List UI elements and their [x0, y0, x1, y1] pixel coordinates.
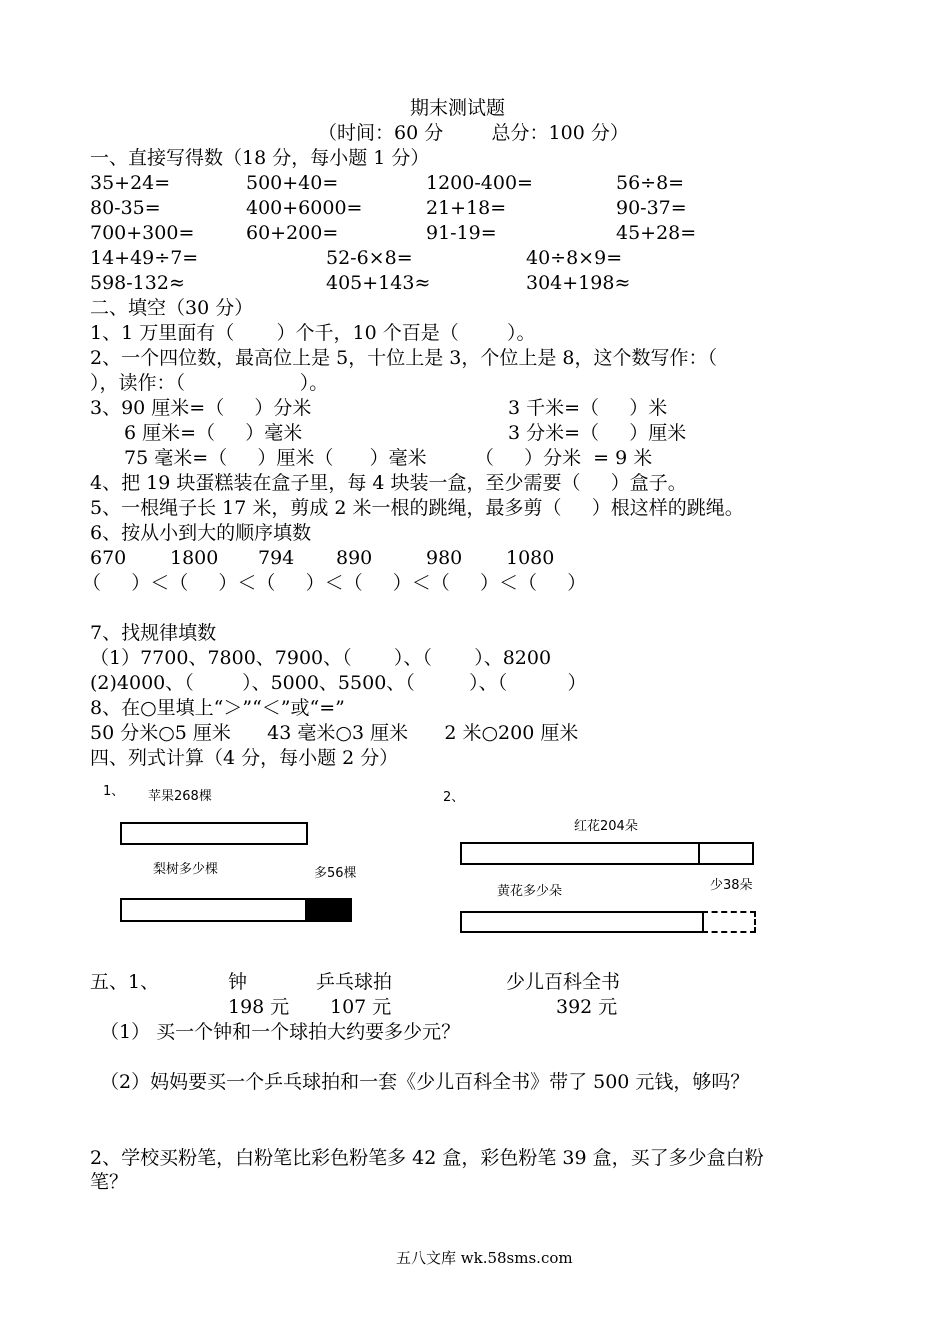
sort-blanks: （ ）＜（ ）＜（ ）＜（ ）＜（ ）＜（ ） — [82, 572, 587, 594]
calc-item: 304+198≈ — [526, 272, 631, 294]
calc-item: 598-132≈ — [90, 272, 185, 294]
section-1-heading: 一、直接写得数（18 分，每小题 1 分） — [90, 147, 430, 169]
diagram-2-extra-label: 少38朵 — [710, 878, 753, 893]
diagram-2-number: 2、 — [443, 790, 465, 805]
diagram-2-top-label: 红花204朵 — [574, 819, 638, 834]
calc-item: 56÷8= — [616, 172, 685, 194]
diagram-1-extra-segment — [305, 898, 352, 922]
question-7-1: （1）7700、7800、7900、（ ）、（ ）、8200 — [90, 647, 552, 669]
item-price: 107 元 — [330, 996, 392, 1018]
calc-item: 40÷8×9= — [526, 247, 623, 269]
diagram-1-top-bar — [120, 822, 308, 845]
calc-item: 80-35= — [90, 197, 161, 219]
question-3-right: 3 分米=（ ）厘米 — [508, 422, 687, 444]
item-name: 乒乓球拍 — [316, 971, 393, 993]
question-8-items: 50 分米○5 厘米 43 毫米○3 厘米 2 米○200 厘米 — [90, 722, 579, 744]
question-5: 5、一根绳子长 17 米，剪成 2 米一根的跳绳，最多剪（ ）根这样的跳绳。 — [90, 497, 744, 519]
calc-item: 700+300= — [90, 222, 195, 244]
section-4-heading: 四、列式计算（4 分，每小题 2 分） — [90, 747, 399, 769]
question-3-left: 6 厘米=（ ）毫米 — [124, 422, 303, 444]
calc-item: 60+200= — [246, 222, 339, 244]
calc-item: 400+6000= — [246, 197, 363, 219]
section-5-question-1: （1） 买一个钟和一个球拍大约要多少元？ — [100, 1021, 461, 1043]
question-8: 8、在○里填上“＞”“＜”或“=” — [90, 697, 345, 719]
section-5-lead: 五、1、 — [90, 971, 160, 993]
item-price: 198 元 — [228, 996, 290, 1018]
diagram-1-bottom-label: 梨树多少棵 — [153, 862, 219, 877]
calc-item: 35+24= — [90, 172, 171, 194]
diagram-2-missing-segment — [702, 911, 756, 933]
diagram-2-bottom-label: 黄花多少朵 — [497, 884, 563, 899]
sort-number: 1800 — [170, 547, 219, 569]
calc-item: 52-6×8= — [326, 247, 413, 269]
final-question-line-2: 笔？ — [90, 1171, 129, 1193]
question-3-left: 3、90 厘米=（ ）分米 — [90, 397, 312, 419]
diagram-2-bottom-bar — [460, 911, 704, 933]
item-price: 392 元 — [556, 996, 618, 1018]
calc-item: 405+143≈ — [326, 272, 431, 294]
diagram-1-top-label: 苹果268棵 — [148, 789, 212, 804]
calc-item: 1200-400= — [426, 172, 533, 194]
section-5-question-2: （2）妈妈要买一个乒乓球拍和一套《少儿百科全书》带了 500 元钱，够吗？ — [100, 1071, 750, 1093]
calc-item: 500+40= — [246, 172, 339, 194]
sort-number: 980 — [426, 547, 463, 569]
question-6: 6、按从小到大的顺序填数 — [90, 522, 312, 544]
page-title: 期末测试题 — [410, 97, 506, 119]
calc-item: 14+49÷7= — [90, 247, 199, 269]
question-1: 1、1 万里面有（ ）个千，10 个百是（ ）。 — [90, 322, 536, 344]
diagram-1-extra-label: 多56棵 — [314, 866, 357, 881]
sort-number: 890 — [336, 547, 373, 569]
sort-number: 1080 — [506, 547, 555, 569]
page-subtitle: （时间：60 分 总分：100 分） — [318, 122, 629, 144]
diagram-2-top-bar — [460, 842, 754, 865]
question-3-line-3: 75 毫米=（ ）厘米（ ）毫米 （ ）分米 = 9 米 — [124, 447, 653, 469]
question-7: 7、找规律填数 — [90, 622, 217, 644]
sort-number: 794 — [258, 547, 295, 569]
final-question-line-1: 2、学校买粉笔，白粉笔比彩色粉笔多 42 盒，彩色粉笔 39 盒，买了多少盒白粉 — [90, 1147, 764, 1169]
calc-item: 45+28= — [616, 222, 697, 244]
calc-item: 91-19= — [426, 222, 497, 244]
diagram-2-top-bar-mark — [698, 842, 700, 865]
question-3-right: 3 千米=（ ）米 — [508, 397, 668, 419]
item-name: 钟 — [228, 971, 248, 993]
calc-item: 90-37= — [616, 197, 687, 219]
question-7-2: (2)4000、（ ）、5000、5500、（ ）、（ ） — [90, 672, 587, 694]
sort-number: 670 — [90, 547, 127, 569]
calc-item: 21+18= — [426, 197, 507, 219]
section-2-heading: 二、填空（30 分） — [90, 297, 254, 319]
question-4: 4、把 19 块蛋糕装在盒子里，每 4 块装一盒，至少需要（ ）盒子。 — [90, 472, 687, 494]
diagram-1-number: 1、 — [103, 784, 125, 799]
item-name: 少儿百科全书 — [506, 971, 621, 993]
footer-text: 五八文库 wk.58sms.com — [396, 1249, 573, 1267]
question-2-line-2: ），读作：（ ）。 — [90, 372, 329, 394]
question-2-line-1: 2、一个四位数，最高位上是 5，十位上是 3，个位上是 8，这个数写作：（ — [90, 347, 717, 369]
